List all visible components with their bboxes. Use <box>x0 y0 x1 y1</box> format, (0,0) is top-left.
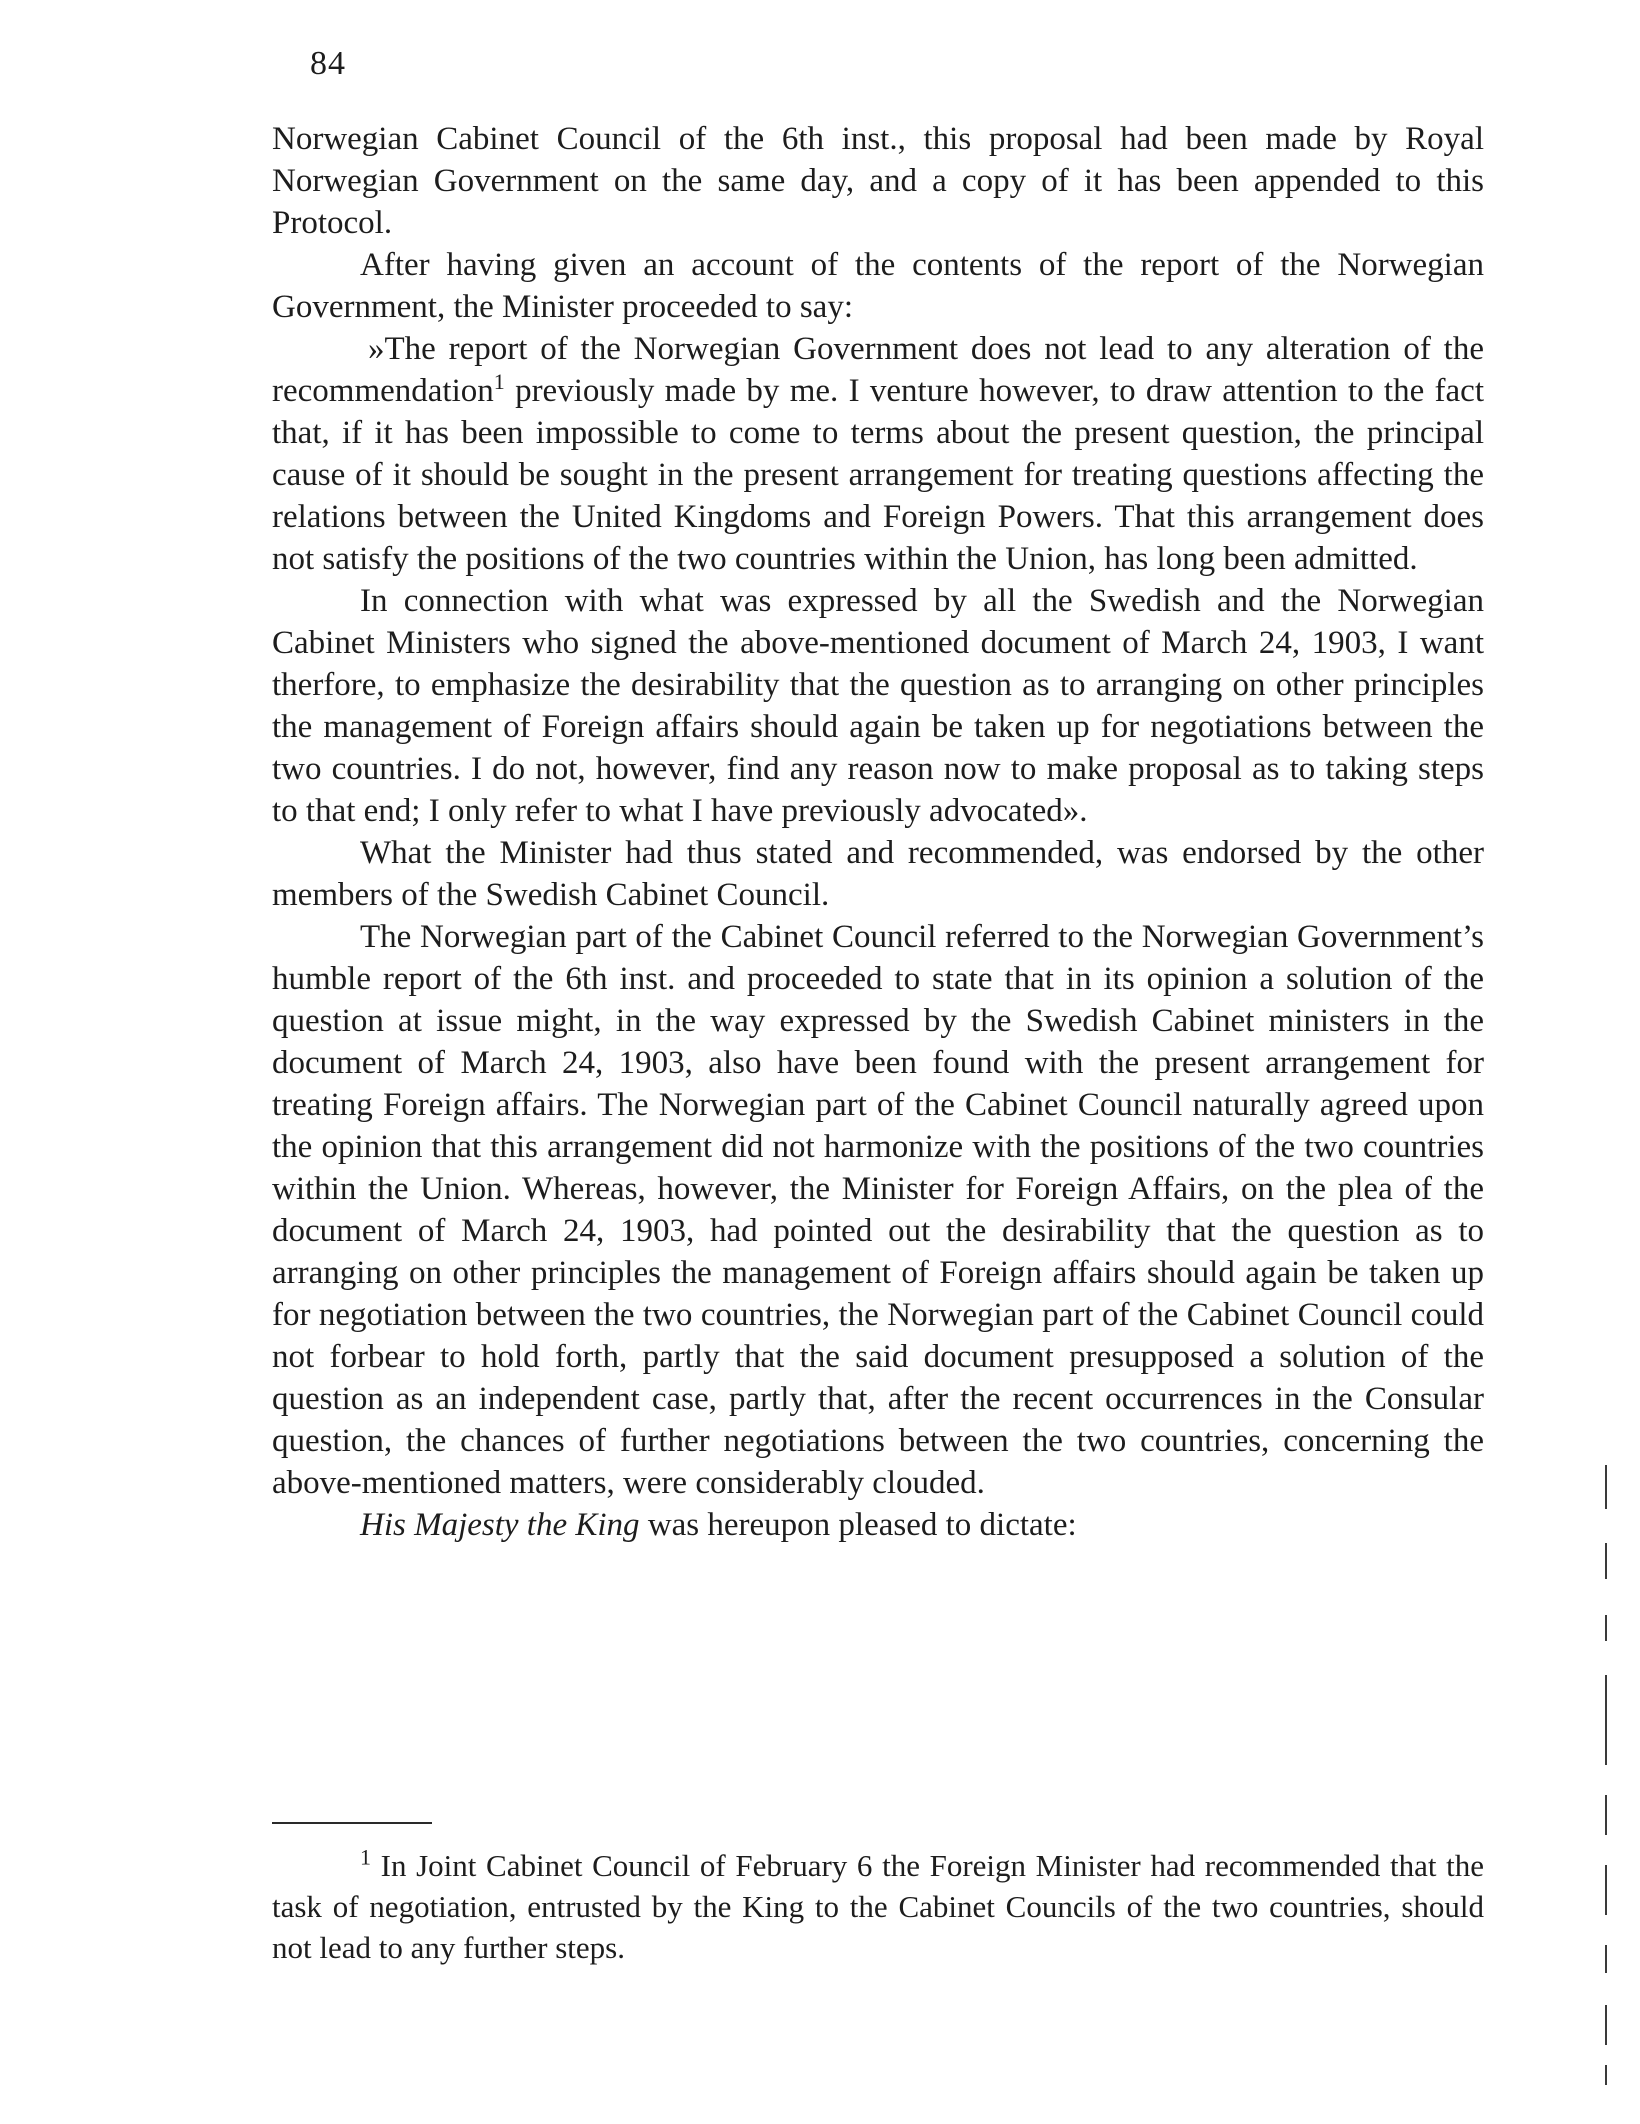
scan-mark <box>1605 2005 1607 2045</box>
scan-mark <box>1605 1615 1607 1641</box>
body-text <box>272 118 1484 1546</box>
footnote-text: In Joint Cabinet Council of February 6 the Foreign Minister had recommended that the task of negotiation, entrusted by the King to the Cabinet Councils of the two countries, should not lead to any further steps. <box>272 1848 1484 1965</box>
scan-mark <box>1605 1543 1607 1579</box>
paragraph-minister-quote <box>272 328 1484 580</box>
page-number: 84 <box>310 45 346 82</box>
scan-mark <box>1605 1795 1607 1835</box>
scan-mark <box>1605 1675 1607 1765</box>
footnote-reference-marker: 1 <box>493 369 505 394</box>
paragraph-continuation: Norwegian Cabinet Council of the 6th inst., this proposal had been made by Royal Norwegian Government on the same day, and a copy of it has been appended to this Protocol. <box>272 121 1484 241</box>
king-dictation-text: was hereupon pleased to dictate: <box>639 1507 1077 1543</box>
scan-mark <box>1605 1865 1607 1915</box>
king-title-italic: His Majesty the King <box>360 1507 640 1543</box>
paragraph-connection-statement: In connection with what was expressed by all the Swedish and the Norwegian Cabinet Ministers who signed the above-mentioned document of March 24, 1903, I want therfore, to emphasize the desirability that the question as to arranging on other principles the management of Foreign affairs should again be taken up for negotiations between the two countries. I do not, however, find any reason now to make proposal as to taking steps to that end; I only refer to what I have previously advocated». <box>272 583 1484 829</box>
quote-remaining-text: previously made by me. I venture however, to draw attention to the fact that, if it has been impossible to come to terms about the present question, the principal cause of it should be sought in the present arrangement for treating questions affecting the relations between the United Kingdoms and Foreign Powers. That this arrangement does not satisfy the positions of the two countries within the Union, has long been admitted. <box>272 373 1484 577</box>
scan-mark <box>1605 1945 1607 1973</box>
scan-edge-marks <box>1605 1465 1609 2105</box>
paragraph-norwegian-part: The Norwegian part of the Cabinet Council referred to the Norwegian Government’s humble report of the 6th inst. and proceeded to state that in its opinion a solution of the question at issue might, in the way expressed by the Swedish Cabinet ministers in the document of March 24, 1903, also have been found with the present arrangement for treating Foreign affairs. The Norwegian part of the Cabinet Council naturally agreed upon the opinion that this arrangement did not harmonize with the positions of the two countries within the Union. Whereas, however, the Minister for Foreign Affairs, on the plea of the document of March 24, 1903, had pointed out the desirability that the question as to arranging on other principles the management of Foreign affairs should again be taken up for negotiation between the two countries, the Norwegian part of the Cabinet Council could not forbear to hold forth, partly that the said document presupposed a solution of the question as an independent case, partly that, after the recent occurrences in the Consular question, the chances of further negotiations between the two countries, concerning the above-mentioned matters, were considerably clouded. <box>272 919 1484 1501</box>
footnote <box>272 1845 1484 1968</box>
scan-mark <box>1605 2065 1607 2085</box>
paragraph-king-dictation <box>272 1504 1484 1546</box>
footnote-marker: 1 <box>360 1844 371 1870</box>
scan-mark <box>1605 1465 1607 1509</box>
quote-opening-text: »The report of the Norwegian Government does not lead to any alteration of the recommendation <box>272 331 1484 409</box>
paragraph-endorsement: What the Minister had thus stated and recommended, was endorsed by the other members of the Swedish Cabinet Council. <box>272 835 1484 913</box>
footnote-divider <box>272 1822 432 1824</box>
paragraph-minister-account: After having given an account of the contents of the report of the Norwegian Government, the Minister proceeded to say: <box>272 247 1484 325</box>
